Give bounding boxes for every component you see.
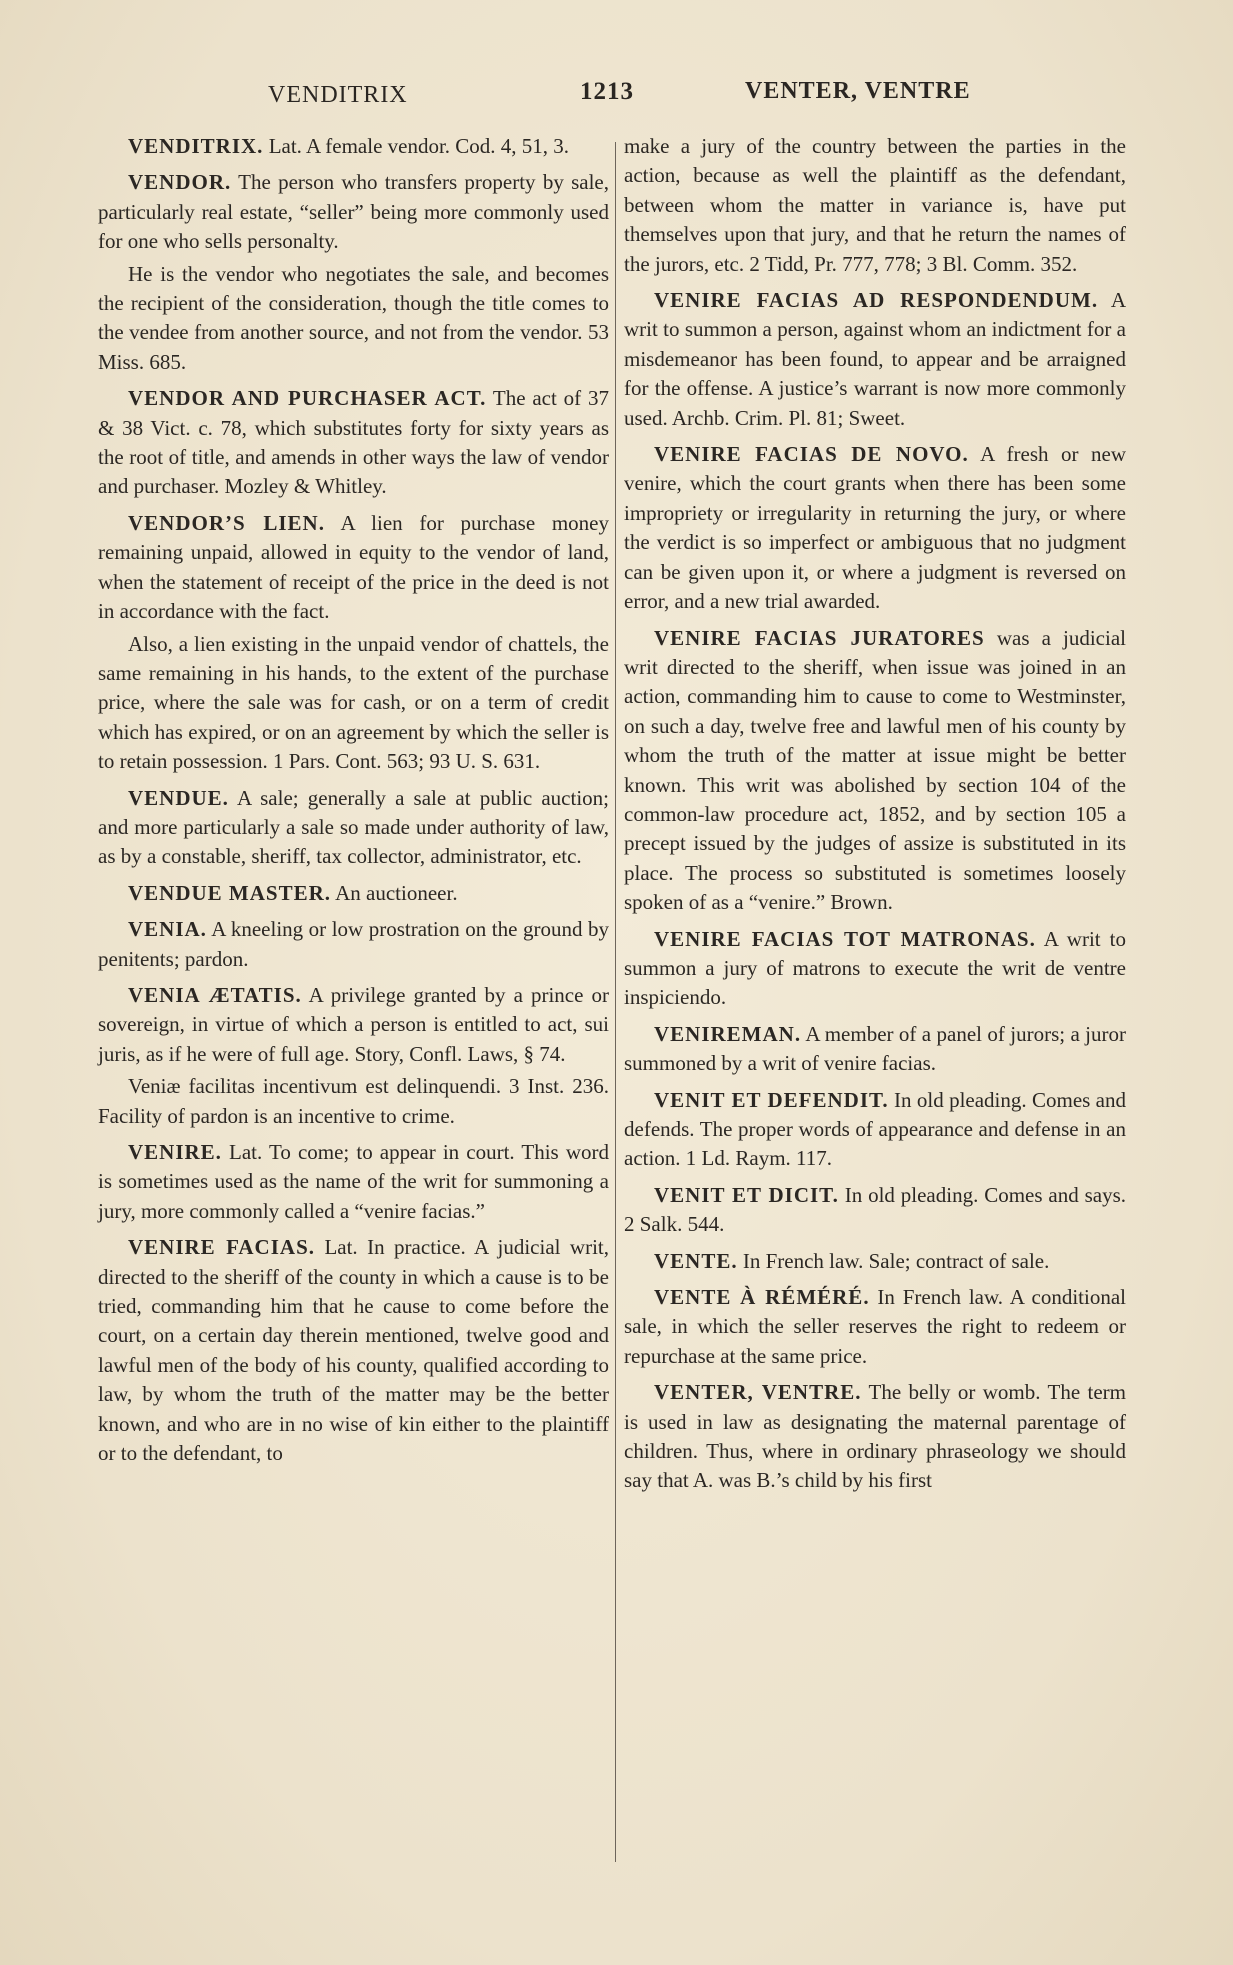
entry-definition: A privilege granted by a prince or sovereign, in virtue of which a person is entitled to act, sui juris, as if he were of full age. Story, Confl. Laws, § 74. <box>98 982 609 1066</box>
dictionary-entry <box>624 1086 1126 1174</box>
dictionary-entry <box>624 925 1126 1013</box>
entry-definition: Also, a lien existing in the unpaid vendor of chattels, the same remaining in his hands, to the extent of the purchase price, where the sale was for cash, or on a term of credit which has expired, or on an agreement by which the seller is to retain possession. 1 Pars. Cont. 563; 93 U. S. 631. <box>98 631 609 774</box>
entry-definition: A fresh or new venire, which the court grants when there has been some impropriety or irregularity in returning the jury, or where the verdict is so imperfect or ambiguous that no judgment can be given upon it, or where a judgment is reversed on error, and a new trial awarded. <box>624 442 1126 614</box>
entry-definition: He is the vendor who negotiates the sale, and becomes the recipient of the consideration, though the title comes to the vendee from another source, and not from the vendor. 53 Miss. 685. <box>98 261 609 374</box>
dictionary-entry <box>98 1138 609 1226</box>
entry-definition: was a judicial writ directed to the sheriff, when issue was joined in an action, commanding him to cause to come to Westminster, on such a day, twelve free and lawful men of his county by whom the truth of the matter at issue might be better known. This writ was abolished by section 104 of the common-law procedure act, 1852, and by section 105 a precept issued by the judges of assize is substituted in its place. The process so substituted is sometimes loosely spoken of as a “venire.” Brown. <box>624 625 1126 915</box>
running-header <box>0 74 1233 114</box>
entry-headword: VENDUE MASTER. <box>128 880 332 905</box>
entry-headword: VENIRE FACIAS DE NOVO. <box>654 442 969 467</box>
entry-headword: VENIRE. <box>128 1140 222 1164</box>
dictionary-entry <box>624 132 1126 279</box>
entry-definition: In French law. A conditional sale, in which the seller reserves the right to redeem or repurchase at the same price. <box>624 1285 1126 1368</box>
right-column <box>624 132 1126 1503</box>
dictionary-entry <box>624 286 1126 433</box>
dictionary-entry <box>98 1072 609 1131</box>
page-number: 1213 <box>580 78 634 105</box>
entry-headword: VENIRE FACIAS AD RESPONDENDUM. <box>654 288 1099 313</box>
dictionary-entry <box>98 784 609 872</box>
entry-definition: In old pleading. Comes and defends. The proper words of appearance and defense in an action. 1 Ld. Raym. 117. <box>624 1087 1126 1171</box>
entry-definition: Lat. In practice. A judicial writ, directed to the sheriff of the county in which a cause is to be tried, commanding him that he cause to come before the court, on a certain day therein mentioned, twelve good and lawful men of the body of his county, qualified according to law, by whom the truth of the matter may be the better known, and who are in no wise of kin either to the plaintiff or to the defendant, to <box>98 1235 609 1466</box>
dictionary-entry <box>98 132 609 161</box>
entry-definition: A sale; generally a sale at public auction; and more particularly a sale so made under authority of law, as by a constable, sheriff, tax collector, administrator, etc. <box>98 785 609 869</box>
entry-headword: VENIT ET DEFENDIT. <box>654 1087 889 1112</box>
entry-definition: make a jury of the country between the parties in the action, because as well the plaintiff as the defendant, between whom the matter in variance is, have put themselves upon that jury, and that he return the names of the jurors, etc. 2 Tidd, Pr. 777, 778; 3 Bl. Comm. 352. <box>624 134 1126 276</box>
entry-definition: The act of 37 & 38 Vict. c. 78, which substitutes forty for sixty years as the root of title, and amends in other ways the law of vendor and purchaser. Mozley & Whitley. <box>98 386 609 499</box>
entry-headword: VENIRE FACIAS. <box>128 1235 315 1260</box>
entry-headword: VENDOR AND PURCHASER ACT. <box>128 386 487 411</box>
dictionary-entry <box>98 630 609 777</box>
column-divider <box>615 142 616 1862</box>
entry-definition: Veniæ facilitas incentivum est delinquendi. 3 Inst. 236. Facility of pardon is an incentive to crime. <box>98 1074 609 1128</box>
dictionary-entry <box>98 879 609 908</box>
entry-headword: VENIA ÆTATIS. <box>128 982 302 1007</box>
entry-definition: A member of a panel of jurors; a juror summoned by a writ of venire facias. <box>624 1021 1126 1076</box>
dictionary-entry <box>624 1181 1126 1240</box>
entry-definition: A lien for purchase money remaining unpaid, allowed in equity to the vendor of land, when the statement of receipt of the price in the deed is not in accordance with the fact. <box>98 510 610 624</box>
entry-definition: Lat. A female vendor. Cod. 4, 51, 3. <box>263 134 570 158</box>
entry-definition: A writ to summon a jury of matrons to execute the writ de ventre inspiciendo. <box>624 926 1126 1010</box>
entry-definition: A writ to summon a person, against whom an indictment for a misdemeanor has been found, to appear and be arraigned for the offense. A justice’s warrant is now more commonly used. Archb. Crim. Pl. 81; Sweet. <box>624 288 1126 430</box>
entry-definition: In French law. Sale; contract of sale. <box>737 1248 1050 1273</box>
dictionary-entry <box>624 1020 1126 1079</box>
entry-definition: In old pleading. Comes and says. 2 Salk. 544. <box>624 1182 1126 1237</box>
dictionary-entry <box>98 981 609 1069</box>
entry-headword: VENIT ET DICIT. <box>654 1182 839 1207</box>
entry-definition: A kneeling or low prostration on the ground by penitents; pardon. <box>98 917 609 971</box>
dictionary-entry <box>98 1233 609 1468</box>
left-column <box>98 132 609 1475</box>
entry-headword: VENDITRIX. <box>128 134 264 158</box>
dictionary-entry <box>98 168 609 256</box>
entry-headword: VENIA. <box>128 917 207 942</box>
header-right-guide-word: VENTER, VENTRE <box>745 78 971 104</box>
dictionary-entry <box>98 260 609 378</box>
header-left-guide-word: VENDITRIX <box>268 82 408 108</box>
entry-headword: VENIRE FACIAS JURATORES <box>654 625 985 650</box>
dictionary-entry <box>624 1378 1126 1496</box>
entry-headword: VENDUE. <box>128 785 229 810</box>
dictionary-entry <box>624 1247 1126 1276</box>
dictionary-entry <box>624 440 1126 616</box>
entry-headword: VENDOR’S LIEN. <box>128 510 325 535</box>
dictionary-entry <box>624 1283 1126 1371</box>
entry-headword: VENIREMAN. <box>654 1021 802 1046</box>
dictionary-entry <box>624 624 1126 918</box>
entry-headword: VENTE. <box>654 1248 738 1273</box>
dictionary-entry <box>98 384 609 502</box>
entry-definition: The person who transfers property by sale, particularly real estate, “seller” being more commonly used for one who sells personalty. <box>98 170 609 254</box>
entry-headword: VENIRE FACIAS TOT MATRONAS. <box>654 926 1036 951</box>
entry-headword: VENDOR. <box>128 170 232 195</box>
entry-headword: VENTER, VENTRE. <box>654 1380 862 1405</box>
entry-definition: Lat. To come; to appear in court. This word is sometimes used as the name of the writ for summoning a jury, more commonly called a “venire facias.” <box>98 1140 609 1223</box>
dictionary-entry <box>98 915 609 974</box>
entry-definition: The belly or womb. The term is used in law as designating the maternal parentage of children. Thus, where in ordinary phraseology we should say that A. was B.’s child by his first <box>624 1380 1126 1493</box>
entry-headword: VENTE À RÉMÉRÉ. <box>654 1285 870 1310</box>
dictionary-entry <box>98 509 609 627</box>
entry-definition: An auctioneer. <box>331 880 458 905</box>
